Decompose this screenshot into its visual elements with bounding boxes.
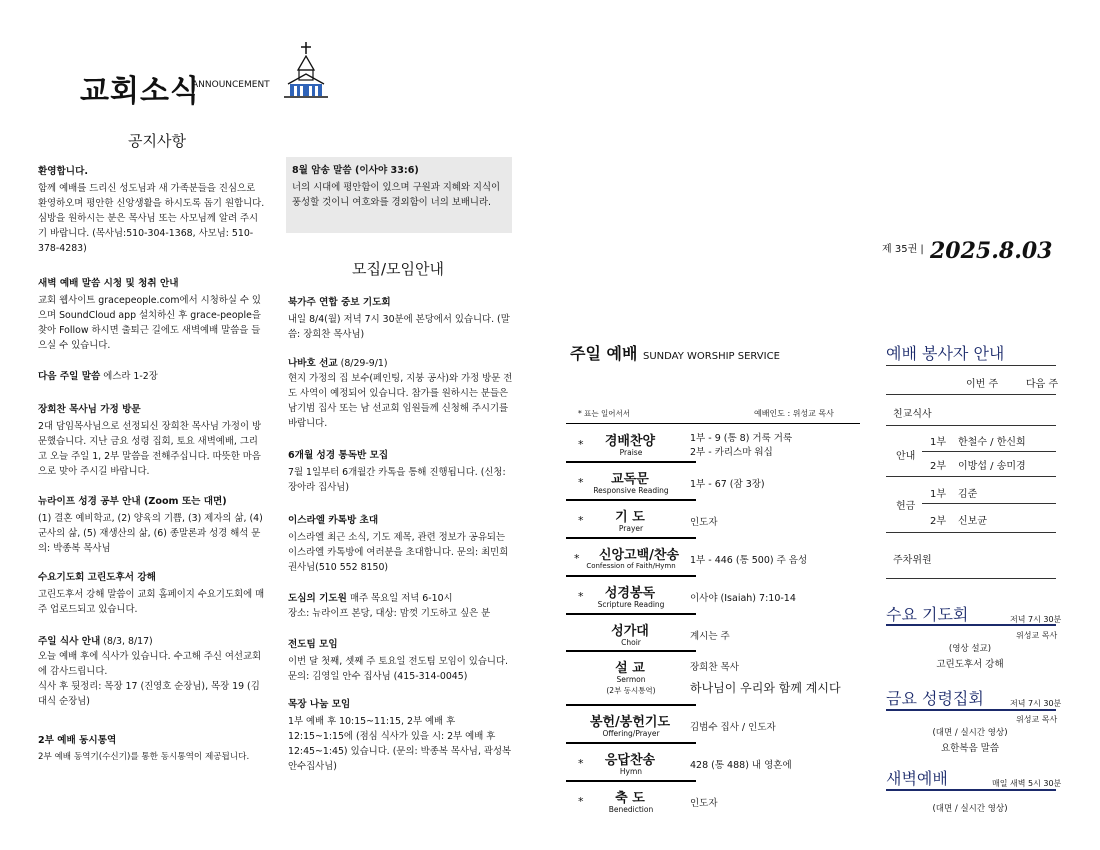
value-line: 1부 - 9 (통 8) 거룩 거룩 [690, 433, 793, 444]
worship-item-value: 428 (통 488) 내 영혼에 [690, 760, 792, 771]
this-week-header: 이번 주 [966, 379, 999, 390]
wednesday-mode: (영상 설교) [948, 644, 992, 654]
wednesday-time: 저녁 7시 30분 [1010, 615, 1062, 624]
recruit-item [288, 637, 514, 684]
divider [886, 578, 1056, 579]
friday-speaker: 위성교 목사 [1016, 715, 1058, 724]
worship-item-en: Prayer [618, 524, 644, 533]
divider [566, 780, 696, 782]
worship-item-ko: 성가대 [611, 624, 649, 639]
notice-body: 2부 예배 동역기(수신기)를 통한 동시통역이 제공됩니다. [38, 752, 250, 762]
worship-item-en: Confession of Faith/Hymn [586, 562, 676, 570]
offering-2-name: 신보균 [958, 516, 987, 527]
notice-body: 심방을 원하시는 분은 목사님 또는 사모님께 알려 주시기 바랍니다. (목사님:510-304-1368, 사모님: 510-378-4283) [38, 213, 259, 254]
divider [566, 423, 860, 424]
dawn-mode: (대면 / 실시간 영상) [932, 804, 1008, 814]
church-icon [284, 40, 328, 98]
worship-item-ko: 경배찬양 [604, 434, 656, 449]
notice-body: 식사 후 뒷정리: 목장 17 (진영호 순장님), 목장 19 (김대식 순장님) [38, 681, 260, 707]
friday-topic: 요한복음 말씀 [940, 743, 1000, 754]
worship-item-ko: 신앙고백/찬송 [598, 548, 680, 563]
usher-service-1: 1부 [930, 437, 947, 448]
worship-item-ko: 축 도 [615, 791, 645, 806]
value-line: 2부 - 카리스마 워십 [690, 447, 773, 458]
worship-item-value: 장희찬 목사 [690, 662, 739, 673]
recruit-body: 현지 가정의 집 보수(페인팅, 지붕 공사)와 가정 방문 전도 사역이 예정되어 있습니다. 참가를 원하시는 분들은 남기범 집사 또는 남 선교회 임원들께 신청해 주시기를 바랍니다. [288, 373, 513, 429]
recruit-title: 6개월 성경 통독반 모집 [288, 450, 389, 461]
recruit-item [288, 448, 514, 495]
worship-row [566, 653, 860, 701]
recruit-body: 이번 달 첫째, 셋째 주 토요일 전도팀 모임이 있습니다. 문의: 김영일 안수 집사님 (415-314-0045) [288, 656, 508, 682]
usher-service-2: 2부 [930, 461, 947, 472]
recruit-title: 목장 나눔 모임 [288, 699, 351, 710]
parking-label: 주차위원 [893, 555, 932, 566]
wednesday-topic: 고린도후서 강해 [936, 659, 1004, 670]
friday-title: 금요 성령집회 [886, 689, 984, 708]
usher-1-names: 한철수 / 한신희 [958, 437, 1026, 448]
recruit-heading: 모집/모임안내 [352, 260, 444, 278]
stand-marker: * [578, 438, 584, 451]
divider [886, 789, 1056, 791]
worship-row [566, 745, 860, 783]
worship-title-en: SUNDAY WORSHIP SERVICE [642, 351, 780, 362]
divider [922, 451, 1056, 452]
sermon-title: 하나님이 우리와 함께 계시다 [690, 681, 841, 695]
recruit-title: 이스라엘 카톡방 초대 [288, 515, 379, 526]
worship-item-value: 이사야 (Isaiah) 7:10-14 [690, 593, 796, 604]
worship-title [570, 341, 780, 364]
wednesday-speaker: 위성교 목사 [1016, 631, 1058, 640]
worship-item-en: Praise [619, 448, 643, 457]
worship-item-value: 인도자 [690, 517, 718, 528]
divider [922, 503, 1056, 504]
notice-pastor-visit [38, 402, 266, 479]
recruit-body: 내일 8/4(월) 저녁 7시 30분에 본당에서 있습니다. (말씀: 장희찬 목사님) [288, 314, 510, 340]
notice-title: 새벽 예배 말씀 시청 및 청취 안내 [38, 278, 179, 289]
recruit-title: 나바호 선교 [288, 358, 338, 369]
verse-body: 너의 시대에 평안함이 있으며 구원과 지혜와 지식이 풍성할 것이니 여호와를 경외함이 너의 보배니라. [292, 182, 501, 208]
notice-wednesday [38, 570, 266, 617]
notice-title: 주일 식사 안내 [38, 636, 101, 647]
worship-item-en: Hymn [619, 767, 643, 776]
divider [566, 742, 696, 744]
worship-item-en: Choir [621, 638, 641, 647]
divider [566, 575, 696, 577]
offering-service-1: 1부 [930, 489, 947, 500]
page-title: 교회소식 [80, 74, 200, 109]
dawn-title: 새벽예배 [886, 769, 948, 788]
worship-row [566, 707, 860, 745]
notice-body: 함께 예배를 드리신 성도님과 새 가족분들을 진심으로 환영하오며 평안한 신앙생활을 하시도록 돕기 원합니다. [38, 183, 265, 209]
worship-row [566, 502, 860, 540]
worship-item-ko: 설 교 [615, 661, 645, 676]
worship-item-en-note: (2부 동시통역) [606, 686, 656, 695]
worship-item-en: Scripture Reading [597, 600, 665, 609]
notice-next-sermon [38, 369, 266, 384]
page-subtitle: ANNOUNCEMENT [192, 80, 270, 90]
notice-body: 오늘 예배 후에 식사가 있습니다. 수고해 주신 여선교회에 감사드립니다. [38, 651, 262, 677]
recruit-body: 장소: 뉴라이프 본당, 대상: 맘껏 기도하고 싶은 분 [288, 608, 491, 619]
divider [566, 499, 696, 501]
notice-title: 환영합니다. [38, 166, 88, 177]
stand-marker: * [578, 590, 584, 603]
fellowship-label: 친교식사 [893, 409, 932, 420]
worship-row [566, 578, 860, 616]
divider [886, 476, 1056, 477]
notice-dawn-video [38, 276, 266, 353]
worship-row [566, 464, 860, 502]
notice-body: 2대 담임목사님으로 선정되신 장희찬 목사님 가정이 방문했습니다. 지난 금요 성령 집회, 토요 새벽예배, 그리고 오늘 주일 1, 2부 말씀을 전해주십니다. 따뜻한 마음으로 맞아 주시길 바랍니다. [38, 421, 262, 477]
worship-item-ko: 응답찬송 [604, 753, 656, 768]
worship-row [566, 540, 860, 578]
worship-item-en: Benediction [608, 805, 654, 814]
stand-marker: * [578, 514, 584, 527]
recruit-item [288, 295, 514, 342]
notice-body: (1) 결혼 예비학교, (2) 양육의 기쁨, (3) 제자의 삶, (4) 군사의 삶, (5) 재생산의 삶, (6) 종말론과 성경 해석 문의: 박종복 목사님 [38, 513, 263, 554]
worship-item-value: 1부 - 67 (잠 3장) [690, 479, 765, 490]
offering-service-2: 2부 [930, 516, 947, 527]
notice-bible-study [38, 494, 266, 556]
worship-leader: 예배인도 : 위성교 목사 [754, 409, 834, 418]
notices-heading: 공지사항 [128, 132, 186, 150]
notice-body: 교회 웹사이트 gracepeople.com에서 시청하실 수 있으며 SoundCloud app 설치하신 후 grace-people을 찾아 Follow 하시면 출퇴근 길에도 새벽예배 말씀을 들으실 수 있습니다. [38, 295, 261, 351]
notice-title: 2부 예배 동시통역 [38, 735, 117, 746]
notice-welcome [38, 164, 266, 256]
notice-title: 다음 주일 말씀 [38, 371, 101, 382]
dawn-time: 매일 새벽 5시 30분 [992, 779, 1062, 788]
worship-item-value: 1부 - 446 (통 500) 주 음성 [690, 555, 808, 566]
recruit-title-extra: 매주 목요일 저녁 6-10시 [349, 593, 453, 604]
divider [886, 394, 1056, 395]
recruit-item [288, 591, 514, 621]
worship-item-value: 인도자 [690, 798, 718, 809]
recruit-title: 전도팀 모임 [288, 639, 338, 650]
divider [566, 537, 696, 539]
worship-item-en: Offering/Prayer [602, 729, 660, 738]
divider [886, 365, 1056, 366]
notice-interpretation [38, 733, 270, 765]
worship-item-value: 김범수 집사 / 인도자 [690, 722, 776, 733]
notice-meal [38, 634, 266, 709]
offering-label: 헌금 [896, 501, 916, 512]
worship-item-en: Sermon [616, 675, 646, 684]
recruit-body: 1부 예배 후 10:15~11:15, 2부 예배 후 12:15~1:15에 (점심 식사가 있을 시: 2부 예배 후 12:45~1:45) 있습니다. (문의: 박종복 목사님, 곽성복 안수집사님) [288, 716, 512, 772]
recruit-title-extra: (8/29-9/1) [340, 358, 388, 369]
worship-row [566, 426, 860, 464]
stand-marker: * [574, 552, 580, 565]
divider [886, 425, 1056, 426]
worship-row [566, 783, 860, 821]
usher-2-names: 이방섭 / 송미경 [958, 461, 1026, 472]
verse-title: 8월 암송 말씀 (이사야 33:6) [292, 165, 419, 176]
worship-item-ko: 기 도 [615, 510, 645, 525]
divider [566, 613, 696, 615]
divider [886, 532, 1056, 533]
divider [886, 709, 1056, 711]
notice-body: 에스라 1-2장 [103, 371, 158, 382]
recruit-item [288, 513, 514, 575]
worship-item-value: 계시는 주 [690, 631, 730, 642]
notice-title: 뉴라이프 성경 공부 안내 (Zoom 또는 대면) [38, 496, 227, 507]
recruit-title: 북가주 연합 중보 기도회 [288, 297, 391, 308]
recruit-item [288, 697, 514, 774]
worship-item-ko: 성경봉독 [604, 586, 656, 601]
notice-title: 장희찬 목사님 가정 방문 [38, 404, 141, 415]
divider [566, 704, 696, 706]
notice-title: 수요기도회 고린도후서 강해 [38, 572, 156, 583]
friday-time: 저녁 7시 30분 [1010, 699, 1062, 708]
next-week-header: 다음 주 [1026, 379, 1059, 390]
worship-item-value [690, 430, 860, 458]
issue-label: 제 35권 | [882, 244, 924, 255]
wednesday-title: 수요 기도회 [886, 605, 969, 624]
recruit-item [288, 356, 514, 431]
stand-marker: * [578, 795, 584, 808]
volunteers-title: 예배 봉사자 안내 [886, 344, 1005, 363]
recruit-body: 7월 1일부터 6개월간 카톡을 통해 진행됩니다. (신청: 장아라 집사님) [288, 467, 506, 493]
worship-note: * 표는 일어서서 [578, 409, 630, 418]
offering-1-name: 김준 [958, 489, 978, 500]
worship-item-ko: 교독문 [611, 472, 649, 487]
recruit-title: 도심의 기도원 [288, 593, 347, 604]
divider [566, 650, 696, 652]
stand-marker: * [578, 757, 584, 770]
worship-title-ko: 주일 예배 [570, 344, 638, 363]
friday-mode: (대면 / 실시간 영상) [932, 728, 1008, 738]
worship-row [566, 616, 860, 654]
divider [566, 461, 696, 463]
notice-title-extra: (8/3, 8/17) [103, 636, 153, 647]
usher-label: 안내 [896, 451, 916, 462]
worship-item-ko: 봉헌/봉헌기도 [589, 715, 671, 730]
issue-date: 2025.8.03 [930, 238, 1053, 264]
memory-verse-box [286, 157, 512, 233]
notice-body: 고린도후서 강해 말씀이 교회 홈페이지 수요기도회에 매주 업로드되고 있습니다. [38, 589, 265, 615]
recruit-body: 이스라엘 최근 소식, 기도 제목, 관련 정보가 공유되는 이스라엘 카톡방에 여러분을 초대합니다. 문의: 최민희 권사님(510 552 8150) [288, 532, 509, 573]
stand-marker: * [578, 476, 584, 489]
worship-item-en: Responsive Reading [593, 486, 669, 495]
